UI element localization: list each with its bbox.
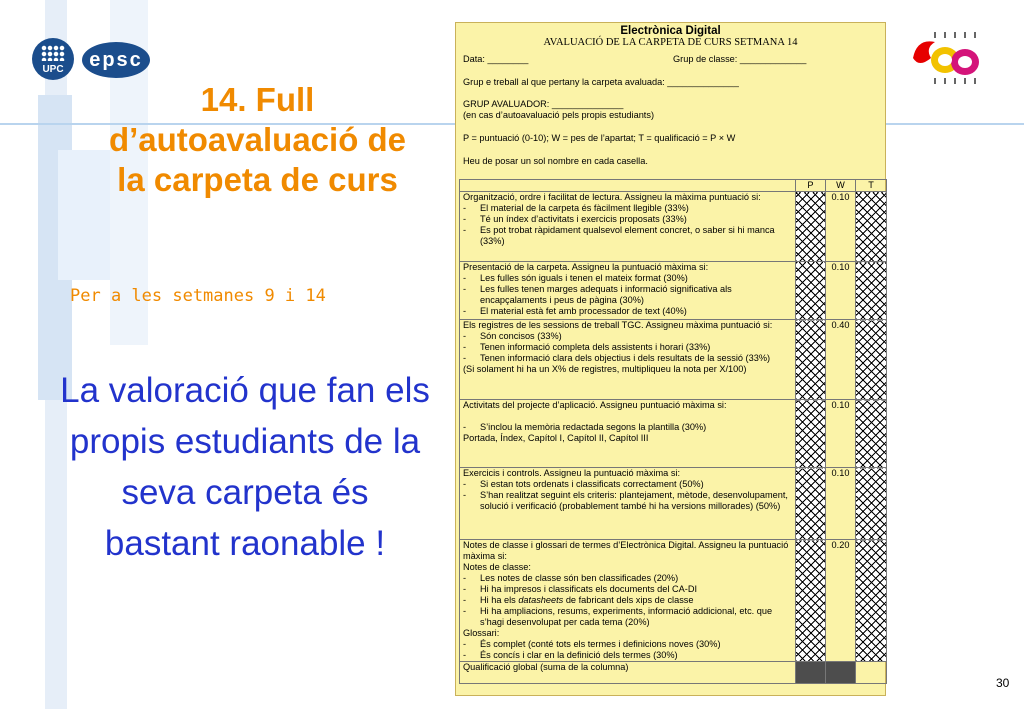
final-score-row — [460, 662, 887, 684]
weight-cell: 0.20 — [826, 540, 856, 662]
criterion-cell: Presentació de la carpeta. Assigneu la puntuació màxima si: - Les fulles són iguals i tenen el mateix format (30%) - Les fulles tenen marges adequats i informació significativa als encapçalaments i peus de pàgina (30%) - El material està fet amb processador de text (40%) — [460, 262, 796, 320]
score-input-t[interactable] — [856, 400, 887, 468]
slide-subtitle: Per a les setmanes 9 i 14 — [70, 286, 326, 306]
score-input-p[interactable] — [796, 192, 826, 262]
col-header-t: T — [856, 180, 887, 192]
table-row — [460, 262, 887, 320]
slide-title: 14. Full d’autoavaluació de la carpeta de curs — [108, 81, 407, 198]
col-header-p: P — [796, 180, 826, 192]
table-row — [460, 400, 887, 468]
weight-cell: 0.10 — [826, 468, 856, 540]
table-row — [460, 320, 887, 400]
table-header-row — [460, 180, 887, 192]
upc-logo: UPC — [32, 38, 74, 80]
table-row — [460, 540, 887, 662]
work-group-field: Grup e treball al que pertany la carpeta avaluada: ______________ — [463, 77, 739, 87]
score-input-p[interactable] — [796, 400, 826, 468]
instruction-text: Heu de posar un sol nombre en cada casella. — [463, 156, 648, 166]
weight-cell: 0.10 — [826, 192, 856, 262]
page-number: 30 — [996, 676, 1010, 690]
col-header-w: W — [826, 180, 856, 192]
score-input-t[interactable] — [856, 192, 887, 262]
epsc-logo: epsc — [82, 42, 150, 78]
evaluator-group-note: (en cas d’autoavaluació pels propis estudiants) — [463, 110, 655, 120]
criterion-cell: Activitats del projecte d’aplicació. Assigneu puntuació màxima si: - S’inclou la memòria redactada segons la plantilla (30%) Portada, Índex, Capítol I, Capítol II, Capítol III — [460, 400, 796, 468]
weight-cell: 0.10 — [826, 262, 856, 320]
class-group-field: Grup de classe: _____________ — [673, 54, 807, 64]
table-row — [460, 468, 887, 540]
criterion-cell: Notes de classe i glossari de termes d’Electrònica Digital. Assigneu la puntuació màxima si: Notes de classe: - Les notes de classe són ben classificades (20%) - Hi ha impresos i classificats els documents del CA-DI - Hi ha els datasheets de fabricant dels xips de classe - Hi ha ampliacions, resums, experiments, informació addicional, etc. que s’hagi desenvolupat per cada tema (20%) Glossari: - És complet (conté tots els termes i definicions noves (30%) - És concís i clar en la definició dels termes (30%) — [460, 540, 796, 662]
final-score-input[interactable] — [856, 662, 887, 684]
weight-cell: 0.40 — [826, 320, 856, 400]
sheet-subheading: AVALUACIÓ DE LA CARPETA DE CURS SETMANA 14 — [543, 37, 798, 48]
evaluation-sheet — [455, 22, 886, 696]
formula-text: P = puntuació (0-10); W = pes de l’apartat; T = qualificació = P × W — [463, 133, 736, 143]
score-input-t[interactable] — [856, 320, 887, 400]
date-field: Data: ________ — [463, 54, 529, 64]
table-row — [460, 192, 887, 262]
score-input-p[interactable] — [796, 262, 826, 320]
slide-body-text: La valoració que fan els propis estudiants de la seva carpeta és bastant raonable ! — [60, 371, 430, 563]
score-input-t[interactable] — [856, 468, 887, 540]
criterion-cell: Exercicis i controls. Assigneu la puntuació màxima si: - Si estan tots ordenats i classificats correctament (50%) - S’han realitzat seguint els criteris: plantejament, mètode, desenvolupament, solució i verificació (probablement també hi ha versions millorades) (50%) — [460, 468, 796, 540]
weight-cell: 0.10 — [826, 400, 856, 468]
score-input-p[interactable] — [796, 468, 826, 540]
sheet-heading: Electrònica Digital — [620, 25, 721, 37]
score-input-t[interactable] — [856, 262, 887, 320]
evaluation-table — [459, 179, 887, 684]
ee-logo — [905, 28, 995, 88]
criterion-cell: Els registres de les sessions de treball TGC. Assigneu màxima puntuació si: - Són concisos (33%) - Tenen informació completa dels assistents i horari (33%) - Tenen informació clara dels objectius i dels resultats de la sessió (33%) (Si solament hi ha un X% de registres, multipliqueu la nota per X/100) — [460, 320, 796, 400]
score-input-p[interactable] — [796, 320, 826, 400]
final-score-label: Qualificació global (suma de la columna) — [460, 662, 796, 684]
evaluator-group-field: GRUP AVALUADOR: ______________ — [463, 99, 624, 109]
criterion-cell: Organització, ordre i facilitat de lectura. Assigneu la màxima puntuació si: - El material de la carpeta és fàcilment llegible (33%) - Té un índex d’activitats i exercicis proposats (33%) - Es pot trobat ràpidament qualsevol element concret, o saber si hi manca (33%) — [460, 192, 796, 262]
score-input-t[interactable] — [856, 540, 887, 662]
score-input-p[interactable] — [796, 540, 826, 662]
